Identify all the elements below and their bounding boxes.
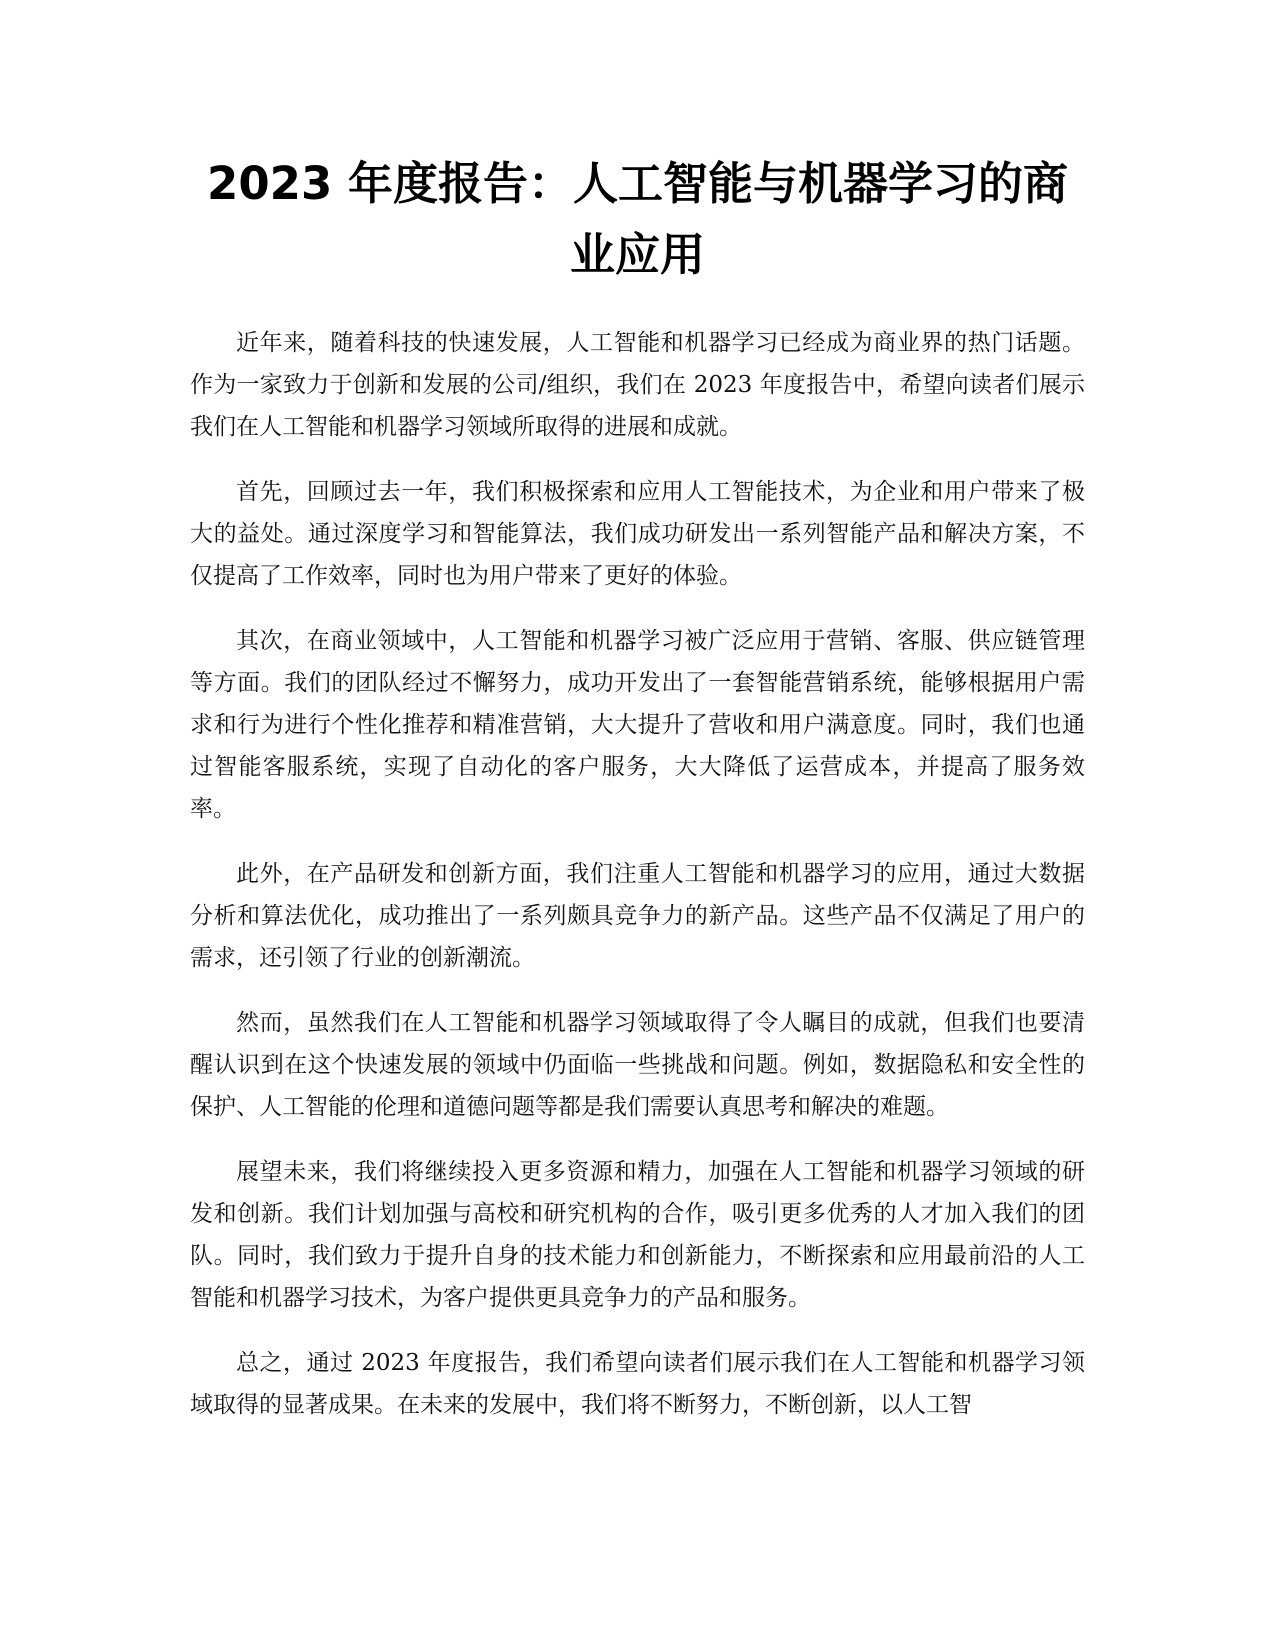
paragraph-4: 此外，在产品研发和创新方面，我们注重人工智能和机器学习的应用，通过大数据分析和算法优化，成功推出了一系列颇具竞争力的新产品。这些产品不仅满足了用户的需求，还引领了行业的创新潮流。 (190, 861, 1085, 971)
paragraph-5: 然而，虽然我们在人工智能和机器学习领域取得了令人瞩目的成就，但我们也要清醒认识到在这个快速发展的领域中仍面临一些挑战和问题。例如，数据隐私和安全性的保护、人工智能的伦理和道德问题等都是我们需要认真思考和解决的难题。 (190, 1010, 1085, 1120)
paragraph-2: 首先，回顾过去一年，我们积极探索和应用人工智能技术，为企业和用户带来了极大的益处。通过深度学习和智能算法，我们成功研发出一系列智能产品和解决方案，不仅提高了工作效率，同时也为用户带来了更好的体验。 (190, 479, 1085, 589)
document-title: 2023 年度报告：人工智能与机器学习的商业应用 (207, 157, 1068, 281)
paragraph-6: 展望未来，我们将继续投入更多资源和精力，加强在人工智能和机器学习领域的研发和创新。我们计划加强与高校和研究机构的合作，吸引更多优秀的人才加入我们的团队。同时，我们致力于提升自身的技术能力和创新能力，不断探索和应用最前沿的人工智能和机器学习技术，为客户提供更具竞争力的产品和服务。 (190, 1159, 1085, 1311)
paragraph-3: 其次，在商业领域中，人工智能和机器学习被广泛应用于营销、客服、供应链管理等方面。我们的团队经过不懈努力，成功开发出了一套智能营销系统，能够根据用户需求和行为进行个性化推荐和精准营销，大大提升了营收和用户满意度。同时，我们也通过智能客服系统，实现了自动化的客户服务，大大降低了运营成本，并提高了服务效率。 (190, 628, 1085, 822)
paragraph-1: 近年来，随着科技的快速发展，人工智能和机器学习已经成为商业界的热门话题。作为一家致力于创新和发展的公司/组织，我们在 2023 年度报告中，希望向读者们展示我们在人工智能和机器学习领域所取得的进展和成就。 (190, 330, 1085, 440)
paragraph-7: 总之，通过 2023 年度报告，我们希望向读者们展示我们在人工智能和机器学习领域取得的显著成果。在未来的发展中，我们将不断努力，不断创新，以人工智 (190, 1350, 1085, 1418)
document-body (190, 322, 1085, 1449)
